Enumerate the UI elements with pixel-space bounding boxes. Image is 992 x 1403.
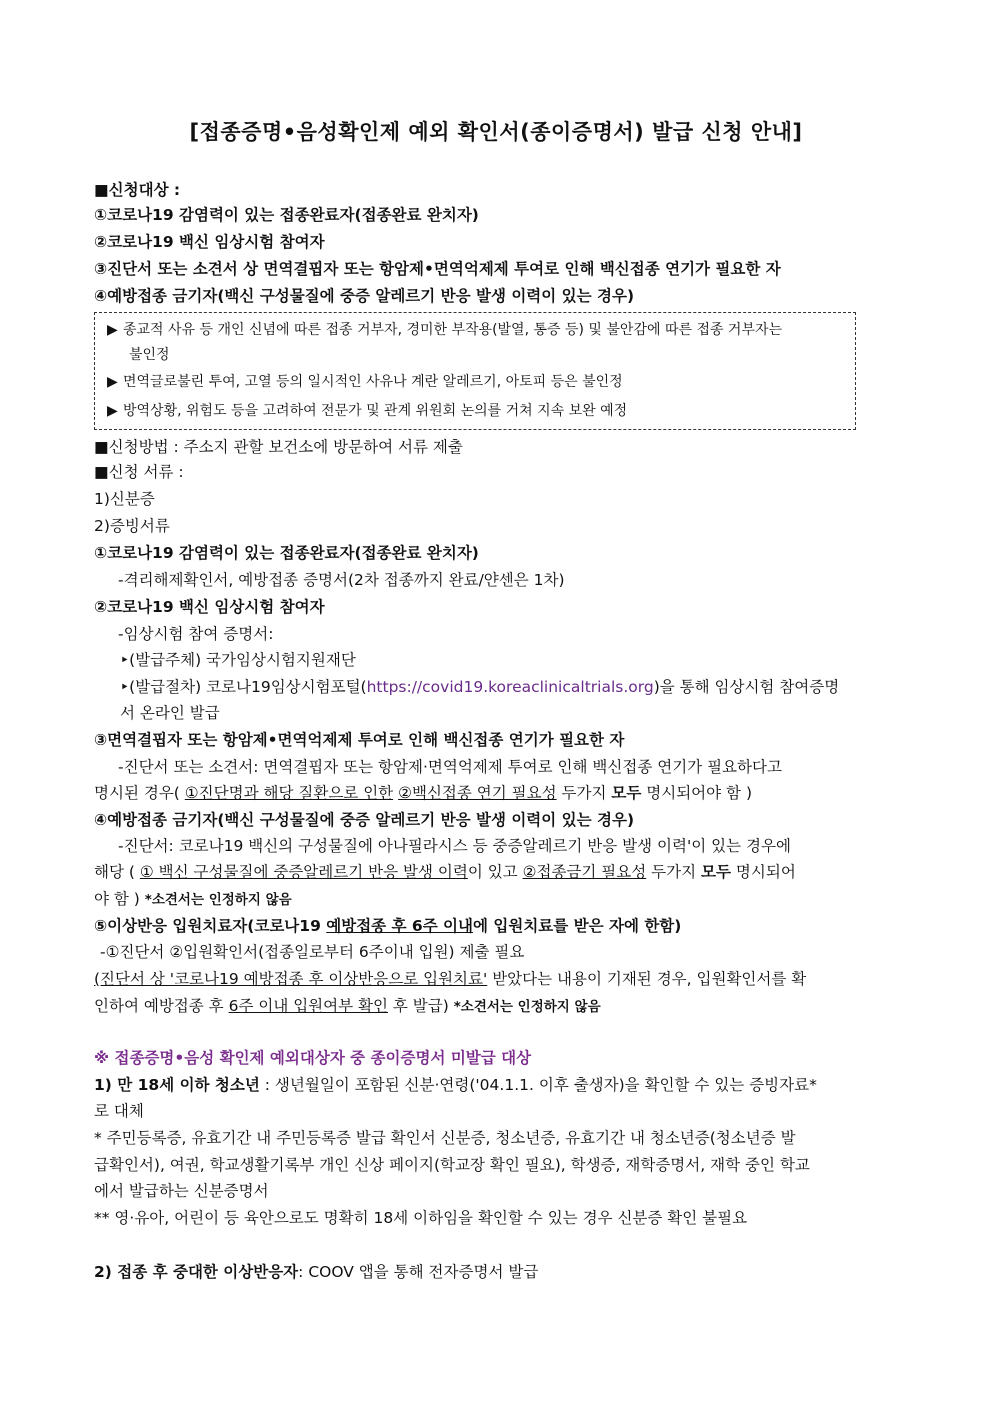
c5-detail-2 [94, 969, 806, 989]
target-item-2: ②코로나19 백신 임상시험 참여자 [94, 233, 325, 251]
c5-detail-1: -①진단서 ②입원확인서(접종일로부터 6주이내 입원) 제출 필요 [100, 943, 525, 961]
notice-item-1 [107, 321, 782, 339]
c4-text-c: 두가지 [646, 863, 702, 881]
c5-underline-1: (진단서 상 '코로나19 예방접종 후 이상반응으로 입원치료' [94, 970, 488, 988]
c5-title-b: 에 입원치료를 받은 자에 한함) [473, 917, 682, 935]
exclusion-2-text: : COOV 앱을 통해 전자증명서 발급 [298, 1263, 539, 1281]
exclusion-title: ※ 접종증명•음성 확인제 예외대상자 중 종이증명서 미발급 대상 [94, 1049, 532, 1067]
documents-heading: ■신청 서류 : [94, 463, 184, 481]
exclusion-note-1b: 급확인서), 여권, 학교생활기록부 개인 신상 페이지(학교장 확인 필요), 학생증, 재학증명서, 재학 중인 학교 [94, 1156, 810, 1174]
c5-note: *소견서는 인정하지 않음 [453, 999, 601, 1015]
c3-bold: 모두 [611, 784, 642, 802]
notice-text-1: 종교적 사유 등 개인 신념에 따른 접종 거부자, 경미한 부작용(발열, 통증 등) 및 불안감에 따른 접종 거부자는 [123, 322, 783, 338]
notice-item-3 [107, 402, 627, 420]
exclusion-2 [94, 1262, 538, 1282]
c4-detail-2 [94, 862, 796, 882]
c5-text-c: 인하여 예방접종 후 [94, 997, 229, 1015]
c2-procedure-cont: 서 온라인 발급 [120, 704, 220, 722]
c2-detail: -임상시험 참여 증명서: [118, 625, 274, 643]
c3-title: ③면역결핍자 또는 항암제•면역억제제 투여로 인해 백신접종 연기가 필요한 자 [94, 731, 625, 749]
c4-text-a: 해당 ( [94, 863, 140, 881]
c4-text-e: 야 함 ) [94, 890, 145, 908]
c5-text-b: 받았다는 내용이 기재된 경우, 입원확인서를 확 [487, 970, 807, 988]
c4-detail-3 [94, 889, 292, 910]
c2-issuer: ‣(발급주체) 국가임상시험지원재단 [120, 651, 356, 669]
c2-proc-text-b: )을 통해 임상시험 참여증명 [653, 678, 840, 696]
clinical-trials-link[interactable]: https://covid19.koreaclinicaltrials.org [366, 678, 654, 696]
c4-underline-1: ① 백신 구성물질에 중증알레르기 반응 발생 이력 [139, 863, 468, 881]
method-line: ■신청방법 : 주소지 관할 보건소에 방문하여 서류 제출 [94, 438, 463, 456]
notice-box [94, 312, 856, 430]
exclusion-1-label: 1) 만 18세 이하 청소년 [94, 1076, 260, 1094]
c3-text-c: 명시되어야 함 ) [641, 784, 752, 802]
c5-title [94, 916, 681, 936]
documents-id: 1)신분증 [94, 490, 155, 508]
c2-proc-text-a: ‣(발급절차) 코로나19임상시험포털( [120, 678, 367, 696]
c1-detail: -격리해제확인서, 예방접종 증명서(2차 접종까지 완료/얀센은 1차) [118, 571, 565, 589]
notice-item-2 [107, 373, 623, 391]
documents-proof: 2)증빙서류 [94, 517, 170, 535]
exclusion-note-2: ** 영·유아, 어린이 등 육안으로도 명확히 18세 이하임을 확인할 수 있는 경우 신분증 확인 불필요 [94, 1209, 748, 1227]
exclusion-1-text: : 생년월일이 포함된 신분·연령('04.1.1. 이후 출생자)을 확인할 수 있는 증빙자료* [259, 1076, 817, 1094]
c5-detail-3 [94, 996, 601, 1017]
target-item-3: ③진단서 또는 소견서 상 면역결핍자 또는 항암제•면역억제제 투여로 인해 백신접종 연기가 필요한 자 [94, 260, 781, 278]
c5-title-underline: 예방접종 후 6주 이내 [326, 917, 474, 935]
exclusion-1 [94, 1075, 817, 1095]
c3-detail-1: -진단서 또는 소견서: 면역결핍자 또는 항암제·면역억제제 투여로 인해 백신접종 연기가 필요하다고 [118, 758, 782, 776]
arrow-icon: ▶ [107, 322, 118, 338]
page-title: [접종증명•음성확인제 예외 확인서(종이증명서) 발급 신청 안내] [189, 120, 803, 144]
exclusion-2-label: 2) 접종 후 중대한 이상반응자 [94, 1263, 299, 1281]
notice-text-3: 방역상황, 위험도 등을 고려하여 전문가 및 관계 위원회 논의를 거쳐 지속 보완 예정 [123, 403, 628, 419]
c3-detail-2 [94, 783, 752, 803]
exclusion-note-1a: * 주민등록증, 유효기간 내 주민등록증 발급 확인서 신분증, 청소년증, 유효기간 내 청소년증(청소년증 발 [94, 1129, 796, 1147]
c4-bold: 모두 [701, 863, 731, 881]
target-heading: ■신청대상 : [94, 181, 181, 199]
exclusion-note-1c: 에서 발급하는 신분증명서 [94, 1182, 269, 1200]
target-item-1: ①코로나19 감염력이 있는 접종완료자(접종완료 완치자) [94, 206, 479, 224]
target-item-4: ④예방접종 금기자(백신 구성물질에 중증 알레르기 반응 발생 이력이 있는 경우) [94, 287, 635, 305]
c5-text-d: 후 발급) [387, 997, 454, 1015]
c4-text-b: 이 있고 [467, 863, 523, 881]
c4-text-d: 명시되어 [730, 863, 796, 881]
c5-title-a: ⑤이상반응 입원치료자(코로나19 [94, 917, 327, 935]
c4-detail-1: -진단서: 코로나19 백신의 구성물질에 아나필라시스 등 중증알레르기 반응 발생 이력'이 있는 경우에 [118, 837, 791, 855]
notice-text-2: 면역글로불린 투여, 고열 등의 일시적인 사유나 계란 알레르기, 아토피 등은 불인정 [123, 374, 623, 390]
c3-text-b: 두가지 [556, 784, 612, 802]
arrow-icon: ▶ [107, 374, 118, 390]
arrow-icon: ▶ [107, 403, 118, 419]
exclusion-1-cont: 로 대체 [94, 1102, 144, 1120]
c2-procedure [120, 677, 839, 697]
c4-note: *소견서는 인정하지 않음 [144, 892, 292, 908]
c3-text-a: 명시된 경우( [94, 784, 185, 802]
c4-underline-2: ②접종금기 필요성 [522, 863, 647, 881]
c4-title: ④예방접종 금기자(백신 구성물질에 중증 알레르기 반응 발생 이력이 있는 경우) [94, 811, 635, 829]
notice-item-1-cont: 불인정 [129, 347, 170, 363]
c5-underline-2: 6주 이내 입원여부 확인 [228, 997, 388, 1015]
c3-underline-1: ①진단명과 해당 질환으로 인한 [184, 784, 394, 802]
c3-underline-2: ②백신접종 연기 필요성 [398, 784, 557, 802]
c2-title: ②코로나19 백신 임상시험 참여자 [94, 598, 325, 616]
c1-title: ①코로나19 감염력이 있는 접종완료자(접종완료 완치자) [94, 544, 479, 562]
